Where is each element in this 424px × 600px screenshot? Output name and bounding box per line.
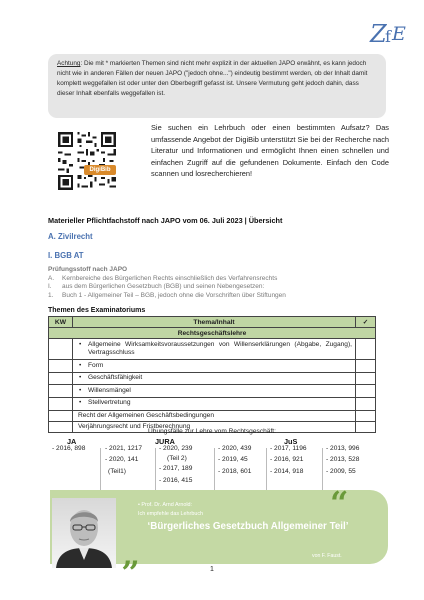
banner-by: von F. Faust. — [312, 553, 342, 559]
citation-list-jura-2 — [159, 443, 192, 486]
citation-list-jus-3 — [326, 443, 359, 477]
topic-label: Form — [88, 361, 104, 369]
check-cell[interactable] — [356, 372, 376, 385]
pruefungsstoff-title: Prüfungsstoff nach JAPO — [48, 266, 128, 273]
heading-bgb-at: I. BGB AT — [48, 251, 84, 260]
citation-list-ja — [52, 443, 85, 454]
check-cell[interactable] — [356, 339, 376, 360]
category-label: Rechtsgeschäftslehre — [49, 328, 376, 339]
citation: - 2018, 601 — [218, 467, 252, 475]
citation: - 2014, 918 — [270, 467, 304, 475]
kw-cell[interactable] — [49, 397, 73, 410]
column-header-topic: Thema/Inhalt — [73, 317, 356, 328]
kw-cell[interactable] — [49, 410, 73, 421]
author-portrait — [52, 498, 116, 568]
citation: - 2009, 55 — [326, 467, 356, 475]
pruefungsstoff-row: I. aus dem Bürgerlichen Gesetzbuch (BGB) und seinen Nebengesetzen: — [48, 283, 265, 291]
table-row — [49, 410, 376, 421]
category-row — [49, 328, 376, 339]
citation: - 2019, 45 — [218, 456, 248, 464]
topic-label: Geschäftsfähigkeit — [88, 374, 143, 382]
kw-cell[interactable] — [49, 360, 73, 373]
heading-zivilrecht: A. Zivilrecht — [48, 232, 93, 241]
svg-text:Z: Z — [370, 20, 387, 48]
topic-label: Stellvertretung — [88, 399, 131, 407]
qr-code-icon[interactable] — [56, 130, 118, 192]
check-cell[interactable] — [356, 385, 376, 398]
citation: - 2020, 439 — [218, 445, 252, 452]
digibib-badge: DigiBib — [84, 165, 116, 175]
citation: (Teil1) — [108, 467, 126, 475]
kw-cell[interactable] — [49, 385, 73, 398]
table-row: • Stellvertretung — [49, 397, 376, 410]
table-header-row — [49, 317, 376, 328]
kw-cell[interactable] — [49, 339, 73, 360]
pruefungsstoff-row: 1. Buch 1 - Allgemeiner Teil – BGB, jedoch ohne die Vorschriften über Stiftungen — [48, 291, 286, 299]
kw-cell[interactable] — [49, 372, 73, 385]
banner-author: • Prof. Dr. Arnd Arnold: — [138, 502, 193, 508]
citation: - 2013, 996 — [326, 445, 360, 452]
table-row: • Willensmängel — [49, 385, 376, 398]
table-row: • Geschäftsfähigkeit — [49, 372, 376, 385]
notice-box — [48, 54, 386, 118]
check-cell[interactable] — [356, 397, 376, 410]
pruefungsstoff-row: A. Kernbereiche des Bürgerlichen Rechts einschließlich des Verfahrensrechts — [48, 274, 278, 282]
citation-list-jus-1 — [218, 443, 251, 477]
check-cell[interactable] — [356, 360, 376, 373]
citation: - 2016, 921 — [270, 456, 304, 464]
themes-title: Themen des Examinatoriums — [48, 307, 146, 314]
topics-table — [48, 316, 376, 433]
citation: - 2016, 898 — [52, 445, 86, 452]
notice-label: Achtung — [57, 60, 81, 67]
banner-recommend: Ich empfehle das Lehrbuch — [138, 511, 204, 517]
digibib-description: Sie suchen ein Lehrbuch oder einen bestimmten Aufsatz? Das umfassende Angebot der DigiBib unterstützt Sie bei der Recherche nach Literatur und Informationen und ermöglicht Ihnen einen schnellen und einfachen Zugriff auf die gefundenen Dokumente. Einfach den Code scannen und losrecherchieren! — [151, 123, 389, 179]
check-cell[interactable] — [356, 410, 376, 421]
citation-list-jus-2 — [270, 443, 307, 477]
notice-text: : Die mit * markierten Themen sind nicht mehr explizit in der aktuellen JAPO erwähnt, es kann jedoch nicht wie in anderen Fällen der neuen JAPO ("jedoch ohne...") eindeutig bestimmt werden, ob der Inhalt damit komplett weggefallen ist oder unter den Oberbegriff gefasst ist. Unsere Vermutung geht jedoch dahin, dass dieser Inhalt ebenfalls weggefallen ist. — [57, 60, 368, 97]
svg-text:E: E — [392, 23, 406, 45]
banner-book-title: ‘Bürgerliches Gesetzbuch Allgemeiner Teil’ — [147, 521, 349, 532]
section-title: Materieller Pflichtfachstoff nach JAPO vom 06. Juli 2023 | Übersicht — [48, 216, 283, 225]
column-divider — [322, 448, 323, 494]
group-label-jus: JuS — [284, 437, 298, 446]
column-divider — [266, 448, 267, 494]
table-row: • Allgemeine Wirksamkeitsvoraussetzungen von Willenserklärungen (Abgabe, Zugang), Vertragsschluss — [49, 339, 376, 360]
citation-list-jura-1 — [105, 443, 142, 477]
topic-label: Recht der Allgemeinen Geschäftsbedingungen — [78, 412, 214, 420]
topic-label: Willensmängel — [88, 386, 131, 394]
citation: (Teil 2) — [167, 455, 187, 463]
zfje-logo — [368, 16, 410, 50]
page-number: 1 — [210, 566, 214, 573]
close-quote-icon: “ — [121, 538, 140, 576]
citation: - 2013, 528 — [326, 456, 360, 464]
citation: - 2017, 1196 — [270, 445, 307, 452]
checkmark-icon: ✓ — [356, 317, 376, 328]
topic-label: Verjährungsrecht und Fristberechnung — [78, 423, 191, 431]
group-label-jura: JURA — [155, 437, 175, 446]
svg-text:f: f — [385, 27, 391, 46]
column-divider — [155, 448, 156, 494]
citation: - 2020, 239 — [159, 445, 193, 452]
citation: - 2021, 1217 — [105, 445, 143, 452]
column-header-kw: KW — [49, 317, 73, 328]
exercise-title: Übungsfälle zur Lehre vom Rechtsgeschäft: — [148, 428, 276, 435]
column-divider — [100, 448, 101, 494]
open-quote-icon: “ — [330, 484, 349, 522]
table-row: • Form — [49, 360, 376, 373]
citation: - 2017, 189 — [159, 465, 193, 473]
citation: - 2016, 415 — [159, 476, 193, 484]
group-label-ja: JA — [67, 437, 77, 446]
citation: - 2020, 141 — [105, 456, 139, 464]
column-divider — [214, 448, 215, 494]
pruefungsstoff-block — [48, 266, 286, 300]
topic-label: Allgemeine Wirksamkeitsvoraussetzungen von Willenserklärungen (Abgabe, Zugang), Vertragsschluss — [88, 340, 352, 357]
